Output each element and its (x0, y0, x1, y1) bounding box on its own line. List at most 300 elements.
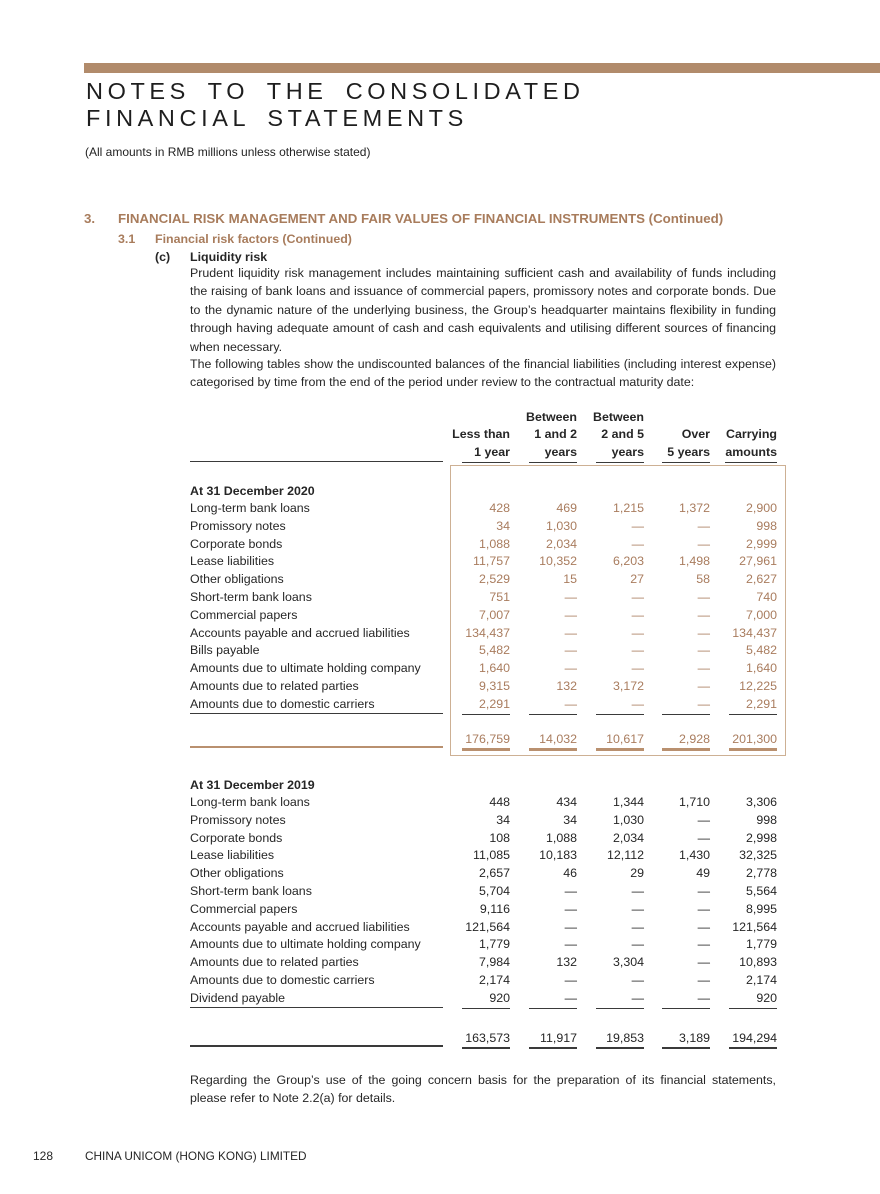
value-cell (644, 589, 710, 607)
cell-value: 201,300 (729, 731, 777, 752)
cell-value: — (697, 937, 710, 952)
value-cell (710, 794, 777, 812)
value-cell (577, 936, 644, 954)
cell-value: 2,657 (478, 866, 510, 881)
row-label: Accounts payable and accrued liabilities (190, 919, 410, 934)
cell-value: 7,984 (478, 955, 510, 970)
value-cell (577, 571, 644, 589)
cell-value: — (564, 625, 577, 640)
value-cell (451, 589, 510, 607)
value-cell (510, 731, 577, 749)
cell-value: 3,304 (612, 955, 644, 970)
cell-value: 2,034 (612, 830, 644, 845)
subsection-number: 3.1 (118, 232, 136, 246)
column-gap (443, 678, 451, 696)
column-gap (443, 972, 451, 990)
value-cell (510, 625, 577, 643)
cell-value: — (631, 937, 644, 952)
value-cell (451, 731, 510, 749)
cell-value: 121,564 (732, 919, 777, 934)
row-label: Other obligations (190, 866, 284, 881)
value-cell (577, 919, 644, 937)
value-cell (710, 1030, 777, 1048)
row-label: Lease liabilities (190, 848, 275, 863)
value-cell (577, 536, 644, 554)
cell-value: 11,917 (529, 1030, 577, 1050)
value-cell (510, 936, 577, 954)
cell-value: 5,564 (745, 883, 777, 898)
cell-value: — (631, 643, 644, 658)
value-cell (577, 642, 644, 660)
row-label: Short-term bank loans (190, 589, 312, 604)
value-cell (451, 607, 510, 625)
value-cell (644, 990, 710, 1008)
cell-value: 920 (462, 990, 510, 1009)
cell-value: 34 (496, 518, 510, 533)
value-cell (710, 642, 777, 660)
table-row (190, 812, 786, 830)
value-cell (510, 830, 577, 848)
table-row (190, 954, 786, 972)
value-cell (644, 625, 710, 643)
cell-value: 1,779 (745, 937, 777, 952)
table-row (190, 901, 786, 919)
cell-value: — (697, 589, 710, 604)
value-cell (510, 660, 577, 678)
cell-value: 2,529 (478, 572, 510, 587)
value-cell (451, 794, 510, 812)
column-gap (443, 607, 451, 625)
column-gap (443, 1030, 451, 1048)
value-cell (710, 901, 777, 919)
cell-value: — (697, 625, 710, 640)
value-cell (710, 589, 777, 607)
value-cell (510, 883, 577, 901)
cell-value: 5,704 (478, 883, 510, 898)
column-gap (443, 794, 451, 812)
cell-value: — (529, 990, 577, 1009)
table-row (190, 731, 786, 749)
value-cell (510, 1030, 577, 1048)
header-label-rule (190, 405, 443, 462)
column-gap (443, 536, 451, 554)
value-cell (451, 571, 510, 589)
cell-value: — (529, 696, 577, 715)
value-cell (644, 972, 710, 990)
value-cell (644, 660, 710, 678)
cell-value: 2,928 (662, 731, 710, 752)
cell-value: 11,757 (473, 554, 510, 569)
value-cell (451, 642, 510, 660)
cell-value: — (662, 990, 710, 1009)
subsection-title: Financial risk factors (Continued) (155, 232, 352, 246)
value-cell (644, 901, 710, 919)
cell-value: — (564, 607, 577, 622)
cell-value: 27,961 (739, 554, 777, 569)
liquidity-paragraph: Prudent liquidity risk management includes maintaining sufficient cash and availability of funds including the raising of bank loans and issuance of commercial papers, promissory notes and corporate bonds. Due to the dynamic nature of the underlying business, the Group’s headquarter maintains flexibility in funding through having adequate amount of cash and cash equivalents and utilising different sources of financing when necessary. (190, 266, 776, 354)
cell-value: 134,437 (732, 625, 777, 640)
value-cell (510, 812, 577, 830)
row-label: Other obligations (190, 572, 284, 587)
value-cell (451, 865, 510, 883)
column-gap (443, 589, 451, 607)
cell-value: 2,998 (745, 830, 777, 845)
value-cell (510, 642, 577, 660)
cell-value: 46 (563, 866, 577, 881)
value-cell (577, 500, 644, 518)
value-cell (510, 847, 577, 865)
column-header: Carrying amounts (710, 409, 777, 462)
section-heading-row (190, 482, 786, 500)
value-cell (510, 954, 577, 972)
cell-value: 10,893 (739, 955, 777, 970)
cell-value: 19,853 (596, 1030, 644, 1050)
cell-value: — (596, 696, 644, 715)
value-cell (451, 901, 510, 919)
value-cell (710, 936, 777, 954)
value-cell (451, 954, 510, 972)
cell-value: 3,172 (612, 678, 644, 693)
cell-value: — (631, 589, 644, 604)
row-label: Long-term bank loans (190, 795, 310, 809)
cell-value: 1,344 (612, 795, 644, 809)
value-cell (644, 847, 710, 865)
cell-value: 428 (489, 501, 510, 515)
cell-value: 14,032 (529, 731, 577, 752)
value-cell (451, 883, 510, 901)
row-label: Promissory notes (190, 518, 286, 533)
maturity-table-header (190, 405, 786, 462)
cell-value: 10,617 (596, 731, 644, 752)
value-cell (510, 794, 577, 812)
cell-value: 32,325 (739, 848, 777, 863)
cell-value: 27 (630, 572, 644, 587)
cell-value: — (631, 625, 644, 640)
table-row (190, 500, 786, 518)
value-cell (451, 625, 510, 643)
table-row (190, 696, 786, 714)
cell-value: 998 (756, 518, 777, 533)
value-cell (451, 660, 510, 678)
cell-value: 751 (489, 589, 510, 604)
cell-value: 6,203 (612, 554, 644, 569)
column-gap (443, 660, 451, 678)
value-cell (644, 830, 710, 848)
table-row (190, 553, 786, 571)
value-cell (510, 553, 577, 571)
cell-value: — (697, 643, 710, 658)
header-accent-bar (84, 63, 880, 73)
row-label: Dividend payable (190, 990, 443, 1008)
cell-value: 2,778 (745, 866, 777, 881)
value-cell (451, 972, 510, 990)
value-cell (577, 830, 644, 848)
cell-value: 920 (729, 990, 777, 1009)
value-cell (710, 972, 777, 990)
cell-value: — (564, 661, 577, 676)
value-cell (577, 660, 644, 678)
value-cell (451, 812, 510, 830)
value-cell (644, 500, 710, 518)
column-gap (443, 901, 451, 919)
row-label: Amounts due to ultimate holding company (190, 661, 421, 676)
item-heading (155, 250, 267, 264)
column-gap (443, 936, 451, 954)
value-cell (710, 518, 777, 536)
cell-value: — (631, 607, 644, 622)
row-label: Amounts due to domestic carriers (190, 696, 443, 714)
table-row (190, 794, 786, 812)
page-title (86, 78, 585, 132)
row-label: Accounts payable and accrued liabilities (190, 625, 410, 640)
cell-value: 1,030 (612, 812, 644, 827)
column-gap (443, 571, 451, 589)
cell-value: — (564, 972, 577, 987)
column-header-line: amounts (725, 444, 777, 463)
cell-value: 10,183 (539, 848, 577, 863)
cell-value: — (631, 972, 644, 987)
row-label: Commercial papers (190, 901, 298, 916)
value-cell (644, 865, 710, 883)
value-cell (451, 830, 510, 848)
table-row (190, 518, 786, 536)
table-row (190, 883, 786, 901)
cell-value: — (631, 919, 644, 934)
cell-value: 194,294 (729, 1030, 777, 1050)
table-row (190, 919, 786, 937)
value-cell (644, 812, 710, 830)
cell-value: — (697, 972, 710, 987)
row-label: Commercial papers (190, 607, 298, 622)
value-cell (451, 919, 510, 937)
cell-value: 1,430 (678, 848, 710, 863)
column-gap (443, 776, 451, 794)
value-cell (710, 883, 777, 901)
value-cell (710, 607, 777, 625)
cell-value: 3,189 (662, 1030, 710, 1050)
table-row (190, 660, 786, 678)
column-gap (443, 812, 451, 830)
value-cell (710, 678, 777, 696)
column-gap (443, 883, 451, 901)
value-cell (577, 812, 644, 830)
table-row (190, 642, 786, 660)
row-label: Amounts due to related parties (190, 678, 359, 693)
section-heading (84, 211, 723, 226)
cell-value: 34 (563, 812, 577, 827)
column-gap (443, 500, 451, 518)
value-cell (644, 794, 710, 812)
value-cell (644, 536, 710, 554)
column-gap (443, 847, 451, 865)
value-cell (644, 731, 710, 749)
cell-value: — (631, 518, 644, 533)
going-concern-paragraph: Regarding the Group’s use of the going concern basis for the preparation of its financial statements, please refer to Note 2.2(a) for details. (190, 1073, 776, 1106)
cell-value: 9,315 (478, 678, 510, 693)
table-row (190, 972, 786, 990)
value-cell (451, 536, 510, 554)
table-row (190, 625, 786, 643)
cell-value: 29 (630, 866, 644, 881)
value-cell (710, 919, 777, 937)
value-cell (577, 678, 644, 696)
cell-value: 121,564 (465, 919, 510, 934)
cell-value: 1,640 (478, 661, 510, 676)
value-cell (710, 812, 777, 830)
cell-value: 34 (496, 812, 510, 827)
row-label: Short-term bank loans (190, 883, 312, 898)
cell-value: 176,759 (462, 731, 510, 752)
section-heading-row (190, 776, 786, 794)
value-cell (510, 901, 577, 919)
column-header-line: years (529, 444, 577, 463)
value-cell (451, 990, 510, 1008)
column-header-line: years (596, 444, 644, 463)
cell-value: 434 (556, 795, 577, 809)
cell-value: 9,116 (479, 901, 510, 916)
value-cell (510, 500, 577, 518)
table-intro-paragraph: The following tables show the undiscounted balances of the financial liabilities (including interest expense) categorised by time from the end of the period under review to the contractual maturity date: (190, 357, 776, 390)
cell-value: — (564, 643, 577, 658)
value-cell (577, 794, 644, 812)
value-cell (710, 865, 777, 883)
column-header: Between 1 and 2 years (510, 409, 577, 462)
table-row (190, 936, 786, 954)
value-cell (577, 847, 644, 865)
table-section-2020 (190, 482, 786, 748)
cell-value: — (697, 955, 710, 970)
cell-value: — (662, 696, 710, 715)
value-cell (577, 972, 644, 990)
cell-value: 5,482 (745, 643, 777, 658)
value-cell (644, 678, 710, 696)
value-cell (644, 1030, 710, 1048)
item-letter: (c) (155, 250, 171, 264)
page-title-line2: FINANCIAL STATEMENTS (86, 105, 468, 131)
value-cell (577, 553, 644, 571)
column-gap (443, 518, 451, 536)
cell-value: 12,225 (739, 678, 777, 693)
row-label: Long-term bank loans (190, 501, 310, 515)
column-gap (443, 990, 451, 1008)
value-cell (710, 625, 777, 643)
cell-value: 7,007 (478, 607, 510, 622)
cell-value: — (631, 883, 644, 898)
value-cell (644, 883, 710, 901)
value-cell (510, 571, 577, 589)
cell-value: 15 (563, 572, 577, 587)
value-cell (510, 536, 577, 554)
value-cell (577, 990, 644, 1008)
amounts-note: (All amounts in RMB millions unless otherwise stated) (85, 145, 371, 159)
column-gap (443, 954, 451, 972)
row-label: Bills payable (190, 643, 260, 658)
row-label: Amounts due to domestic carriers (190, 972, 375, 987)
cell-value: 132 (556, 678, 577, 693)
value-cell (577, 589, 644, 607)
value-cell (710, 536, 777, 554)
cell-value: 134,437 (465, 625, 510, 640)
value-cell (710, 830, 777, 848)
section-title: FINANCIAL RISK MANAGEMENT AND FAIR VALUES OF FINANCIAL INSTRUMENTS (Continued) (118, 211, 724, 226)
cell-value: — (631, 901, 644, 916)
cell-value: — (697, 536, 710, 551)
value-cell (710, 990, 777, 1008)
value-cell (510, 678, 577, 696)
value-cell (644, 936, 710, 954)
row-label: Promissory notes (190, 812, 286, 827)
value-cell (451, 518, 510, 536)
value-cell (577, 696, 644, 714)
cell-value: — (697, 901, 710, 916)
value-cell (710, 553, 777, 571)
table-row (190, 1030, 786, 1048)
value-cell (710, 571, 777, 589)
row-label: At 31 December 2019 (190, 778, 315, 792)
value-cell (451, 1030, 510, 1048)
cell-value: — (697, 678, 710, 693)
cell-value: 2,034 (545, 536, 577, 551)
cell-value: 108 (489, 830, 510, 845)
value-cell (451, 553, 510, 571)
value-cell (510, 990, 577, 1008)
cell-value: 10,352 (539, 554, 577, 569)
value-cell (644, 553, 710, 571)
cell-value: 1,215 (612, 501, 644, 515)
value-cell (577, 883, 644, 901)
table-row (190, 990, 786, 1008)
cell-value: 469 (556, 501, 577, 515)
value-cell (577, 1030, 644, 1048)
value-cell (577, 865, 644, 883)
cell-value: 1,030 (545, 518, 577, 533)
cell-value: 2,291 (729, 696, 777, 715)
value-cell (644, 642, 710, 660)
cell-value: 2,999 (745, 536, 777, 551)
value-cell (510, 607, 577, 625)
cell-value: 1,498 (678, 554, 710, 569)
value-cell (510, 518, 577, 536)
value-cell (644, 571, 710, 589)
table-section-2019 (190, 776, 786, 1047)
value-cell (710, 731, 777, 749)
column-header: Over 5 years (644, 409, 710, 462)
row-label: Amounts due to related parties (190, 955, 359, 970)
cell-value: — (564, 901, 577, 916)
page-title-line1: NOTES TO THE CONSOLIDATED (86, 78, 585, 104)
cell-value: 740 (756, 589, 777, 604)
section-number: 3. (84, 211, 96, 226)
value-cell (710, 660, 777, 678)
cell-value: 58 (696, 572, 710, 587)
value-cell (577, 518, 644, 536)
row-label: Lease liabilities (190, 554, 275, 569)
cell-value: 11,085 (473, 848, 510, 863)
cell-value: — (697, 830, 710, 845)
item-title: Liquidity risk (190, 250, 268, 264)
table-row (190, 865, 786, 883)
cell-value: 3,306 (745, 795, 777, 809)
cell-value: — (631, 536, 644, 551)
value-cell (510, 919, 577, 937)
cell-value: — (697, 883, 710, 898)
column-gap (443, 830, 451, 848)
cell-value: 2,174 (745, 972, 777, 987)
value-cell (451, 847, 510, 865)
value-cell (644, 518, 710, 536)
page-number: 128 (33, 1149, 54, 1163)
cell-value: 448 (489, 795, 510, 809)
